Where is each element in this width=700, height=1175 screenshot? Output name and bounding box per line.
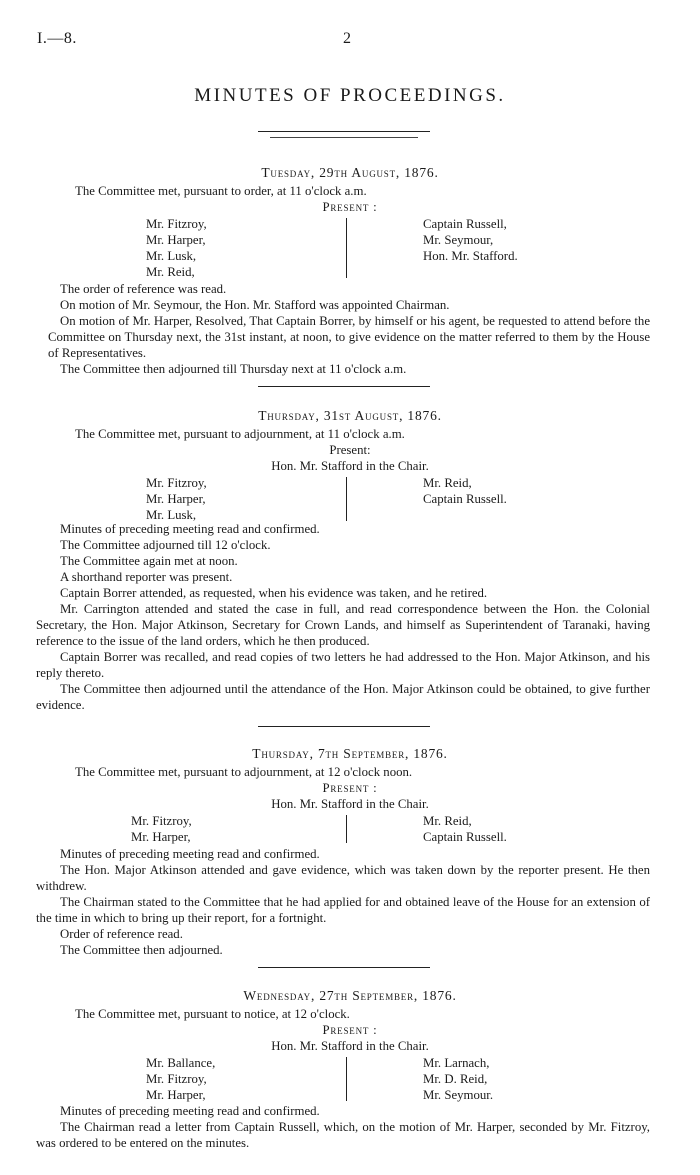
section-divider <box>258 967 430 968</box>
chair-line: Hon. Mr. Stafford in the Chair. <box>271 797 429 811</box>
minute-paragraph: Minutes of preceding meeting read and confirmed. <box>60 1104 320 1118</box>
column-divider <box>346 815 347 843</box>
member-name: Mr. Lusk, <box>146 249 197 263</box>
page-number: 2 <box>343 30 351 47</box>
member-name: Mr. Ballance, <box>146 1056 216 1070</box>
chair-line: Hon. Mr. Stafford in the Chair. <box>271 459 429 473</box>
member-name: Mr. Seymour. <box>423 1088 494 1102</box>
member-name: Hon. Mr. Stafford. <box>423 249 518 263</box>
paper-reference: I.—8. <box>37 30 77 47</box>
member-name: Mr. Fitzroy, <box>146 476 207 490</box>
present-label: Present : <box>322 1023 378 1037</box>
member-name: Mr. Seymour, <box>423 233 494 247</box>
member-name: Mr. Reid, <box>423 476 472 490</box>
minute-paragraph: The Committee then adjourned till Thursday next at 11 o'clock a.m. <box>60 362 407 376</box>
minute-paragraph: Captain Borrer was recalled, and read copies of two letters he had addressed to the Hon. Major Atkinson, and his reply thereto. <box>36 650 650 680</box>
minute-paragraph: Captain Borrer attended, as requested, when his evidence was taken, and he retired. <box>60 586 488 600</box>
section-divider <box>258 726 430 727</box>
column-divider <box>346 218 347 278</box>
present-label: Present : <box>322 200 378 214</box>
member-name: Captain Russell. <box>423 830 507 844</box>
member-name: Mr. Harper, <box>146 1088 206 1102</box>
minute-paragraph: The Committee again met at noon. <box>60 554 238 568</box>
meeting-opening: The Committee met, pursuant to notice, at 12 o'clock. <box>75 1007 350 1021</box>
minute-paragraph: The order of reference was read. <box>60 282 227 296</box>
meeting-date: Tuesday, 29th August, 1876. <box>261 165 439 180</box>
minute-paragraph: The Hon. Major Atkinson attended and gave evidence, which was taken down by the reporter present. He then withdrew. <box>36 863 650 893</box>
present-label: Present : <box>322 781 378 795</box>
title-divider-top <box>258 131 430 132</box>
page-title: MINUTES OF PROCEEDINGS. <box>194 85 506 106</box>
minute-paragraph: On motion of Mr. Harper, Resolved, That Captain Borrer, by himself or his agent, be requested to attend before the Committee on Thursday next, the 31st instant, at noon, to give evidence on the matter referred to them by the House of Representatives. <box>48 314 650 360</box>
present-label: Present: <box>329 443 371 457</box>
minute-paragraph: Order of reference read. <box>60 927 183 941</box>
member-name: Mr. Fitzroy, <box>146 217 207 231</box>
member-name: Mr. Reid, <box>146 265 195 279</box>
minute-paragraph: The Committee then adjourned until the attendance of the Hon. Major Atkinson could be obtained, to give further evidence. <box>36 682 650 712</box>
chair-line: Hon. Mr. Stafford in the Chair. <box>271 1039 429 1053</box>
member-name: Mr. Fitzroy, <box>131 814 192 828</box>
minute-paragraph: Minutes of preceding meeting read and confirmed. <box>60 522 320 536</box>
member-name: Mr. Harper, <box>146 233 206 247</box>
column-divider <box>346 1057 347 1101</box>
minute-paragraph: The Chairman stated to the Committee that he had applied for and obtained leave of the House for an extension of the time in which to bring up their report, for a fortnight. <box>36 895 650 925</box>
meeting-opening: The Committee met, pursuant to order, at 11 o'clock a.m. <box>75 184 367 198</box>
minute-paragraph: Minutes of preceding meeting read and confirmed. <box>60 847 320 861</box>
member-name: Mr. Harper, <box>131 830 191 844</box>
section-divider <box>258 386 430 387</box>
minute-paragraph: Mr. Carrington attended and stated the case in full, and read correspondence between the Hon. the Colonial Secretary, the Hon. Major Atkinson, Secretary for Crown Lands, and himself as Superintendent of Taranaki, having reference to the issue of the land orders, which he then produced. <box>36 602 650 648</box>
member-name: Mr. Larnach, <box>423 1056 490 1070</box>
meeting-date: Wednesday, 27th September, 1876. <box>243 988 457 1003</box>
member-name: Mr. D. Reid, <box>423 1072 488 1086</box>
minute-paragraph: On motion of Mr. Seymour, the Hon. Mr. Stafford was appointed Chairman. <box>60 298 450 312</box>
minute-paragraph: The Committee adjourned till 12 o'clock. <box>60 538 271 552</box>
member-name: Mr. Fitzroy, <box>146 1072 207 1086</box>
member-name: Mr. Reid, <box>423 814 472 828</box>
minute-paragraph: The Committee then adjourned. <box>60 943 223 957</box>
meeting-date: Thursday, 7th September, 1876. <box>252 746 448 761</box>
meeting-date: Thursday, 31st August, 1876. <box>258 408 442 423</box>
meeting-opening: The Committee met, pursuant to adjournment, at 11 o'clock a.m. <box>75 427 405 441</box>
title-divider-bottom <box>270 137 418 138</box>
column-divider <box>346 477 347 521</box>
minute-paragraph: A shorthand reporter was present. <box>60 570 233 584</box>
meeting-opening: The Committee met, pursuant to adjournment, at 12 o'clock noon. <box>75 765 413 779</box>
member-name: Captain Russell, <box>423 217 507 231</box>
member-name: Mr. Lusk, <box>146 508 197 522</box>
member-name: Mr. Harper, <box>146 492 206 506</box>
member-name: Captain Russell. <box>423 492 507 506</box>
minute-paragraph: The Chairman read a letter from Captain Russell, which, on the motion of Mr. Harper, seconded by Mr. Fitzroy, was ordered to be entered on the minutes. <box>36 1120 650 1150</box>
